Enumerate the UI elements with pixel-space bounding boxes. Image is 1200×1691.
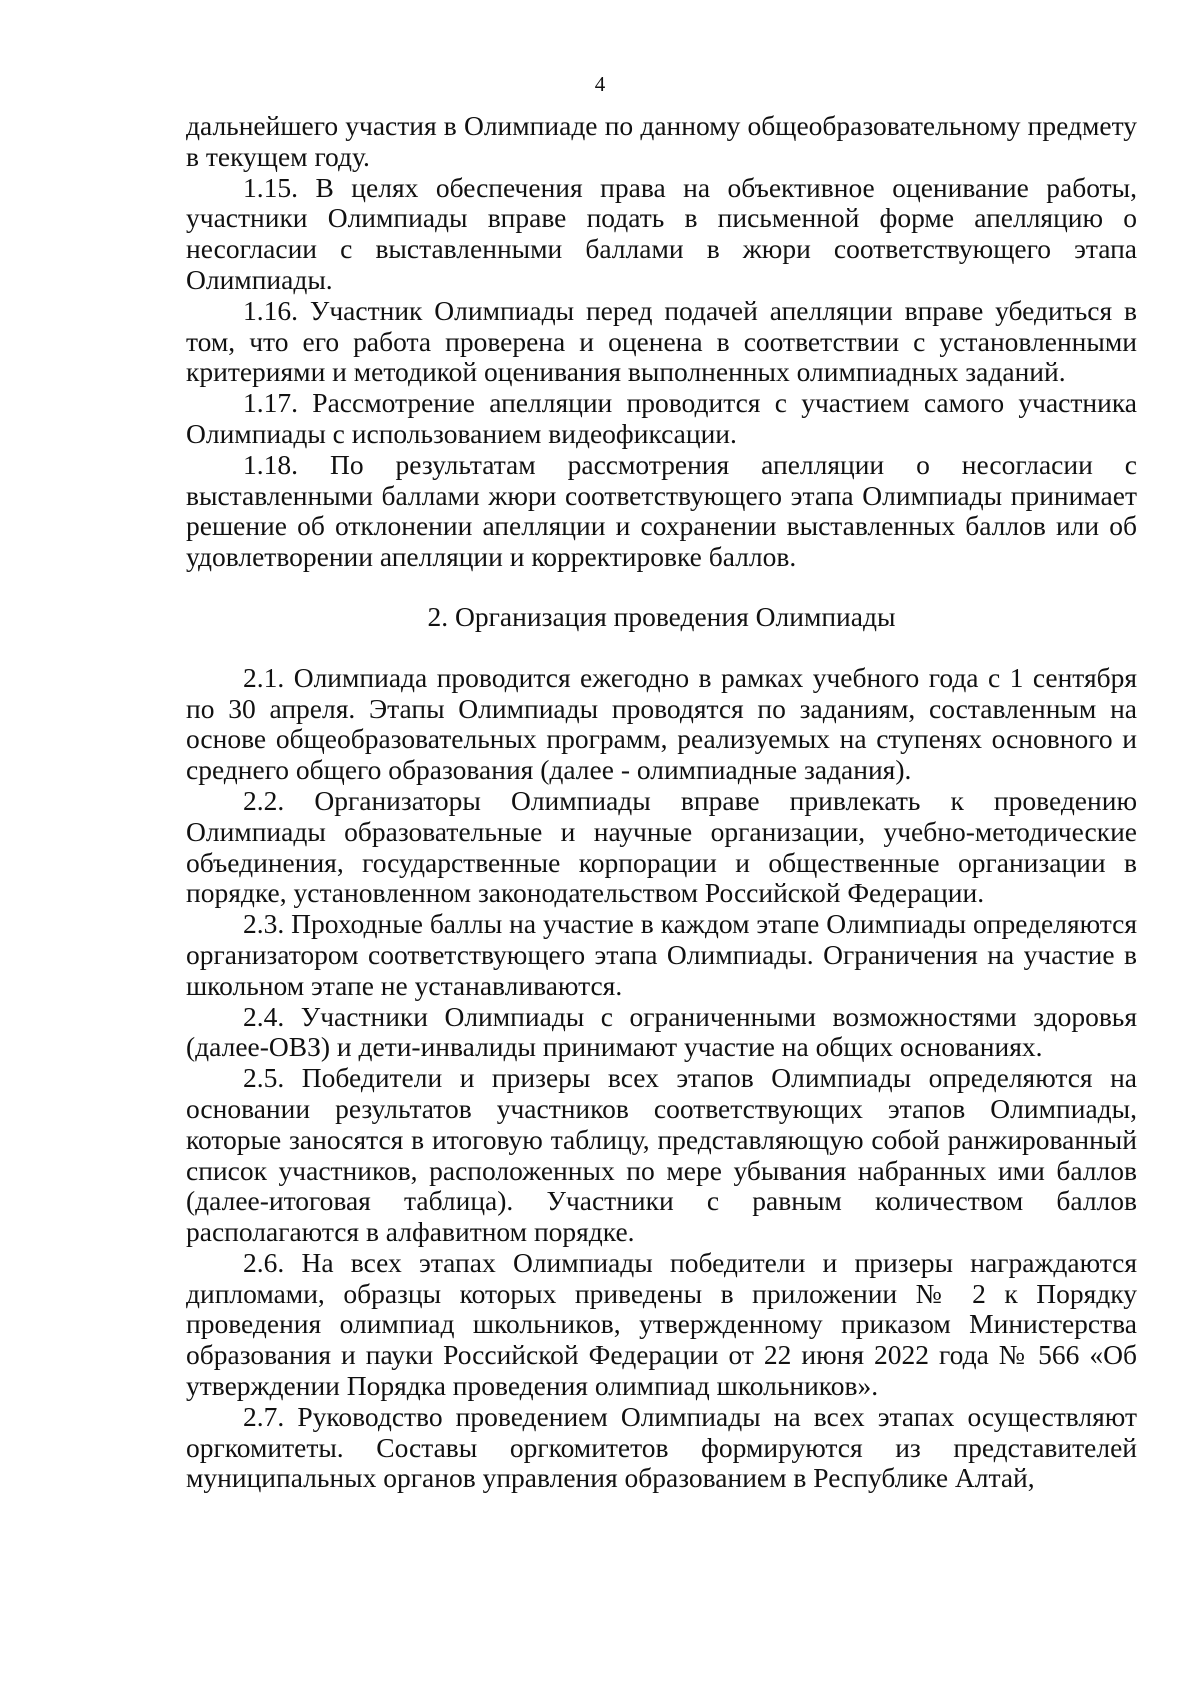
paragraph-1-18: 1.18. По результатам рассмотрения апелляции о несогласии с выставленными баллами жюри соответствующего этапа Олимпиады принимает решение об отклонении апелляции и сохранении выставленных баллов или об удовлетворении апелляции и корректировке баллов. [186, 448, 1137, 573]
paragraph-1-15: 1.15. В целях обеспечения права на объективное оценивание работы, участники Олимпиады вправе подать в письменной форме апелляцию о несогласии с выставленными баллами в жюри соответствующего этапа Олимпиады. [186, 171, 1137, 295]
paragraph-2-7: 2.7. Руководство проведением Олимпиады на всех этапах осуществляют оргкомитеты. Составы оргкомитетов формируются из представителей муниципальных органов управления образованием в Республике Алтай, [186, 1400, 1137, 1494]
paragraph-2-5: 2.5. Победители и призеры всех этапов Олимпиады определяются на основании результатов участников соответствующих этапов Олимпиады, которые заносятся в итоговую таблицу, представляющую собой ранжированный список участников, расположенных по мере убывания набранных ими баллов (далее-итоговая таблица). Участники с равным количеством баллов располагаются в алфавитном порядке. [186, 1062, 1137, 1248]
document-body [186, 111, 1137, 1494]
paragraph-2-1: 2.1. Олимпиада проводится ежегодно в рамках учебного года с 1 сентября по 30 апреля. Этапы Олимпиады проводятся по заданиям, составленным на основе общеобразовательных программ, реализуемых на ступенях основного и среднего общего образования (далее - олимпиадные задания). [186, 661, 1137, 786]
paragraph-2-3: 2.3. Проходные баллы на участие в каждом этапе Олимпиады определяются организатором соответствующего этапа Олимпиады. Ограничения на участие в школьном этапе не устанавливаются. [186, 908, 1137, 1001]
paragraph-2-2: 2.2. Организаторы Олимпиады вправе привлекать к проведению Олимпиады образовательные и научные организации, учебно-методические объединения, государственные корпорации и общественные организации в порядке, установленном законодательством Российской Федерации. [186, 784, 1137, 909]
paragraph-1-16: 1.16. Участник Олимпиады перед подачей апелляции вправе убедиться в том, что его работа проверена и оценена в соответствии с установленными критериями и методикой оценивания выполненных олимпиадных заданий. [186, 294, 1137, 388]
paragraph-1-17: 1.17. Рассмотрение апелляции проводится с участием самого участника Олимпиады с использованием видеофиксации. [186, 387, 1137, 449]
paragraph-continuation: дальнейшего участия в Олимпиаде по данному общеобразовательному предмету в текущем году. [186, 110, 1137, 172]
paragraph-2-4: 2.4. Участники Олимпиады с ограниченными возможностями здоровья (далее-ОВЗ) и дети-инвалиды принимают участие на общих основаниях. [186, 1000, 1137, 1063]
section-heading: 2. Организация проведения Олимпиады [427, 600, 896, 632]
page-number: 4 [594, 72, 606, 96]
paragraph-2-6: 2.6. На всех этапах Олимпиады победители и призеры награждаются дипломами, образцы которых приведены в приложении № 2 к Порядку проведения олимпиад школьников, утвержденному приказом Министерства образования и пауки Российской Федерации от 22 июня 2022 года № 566 «Об утверждении Порядка проведения олимпиад школьников». [186, 1246, 1137, 1402]
